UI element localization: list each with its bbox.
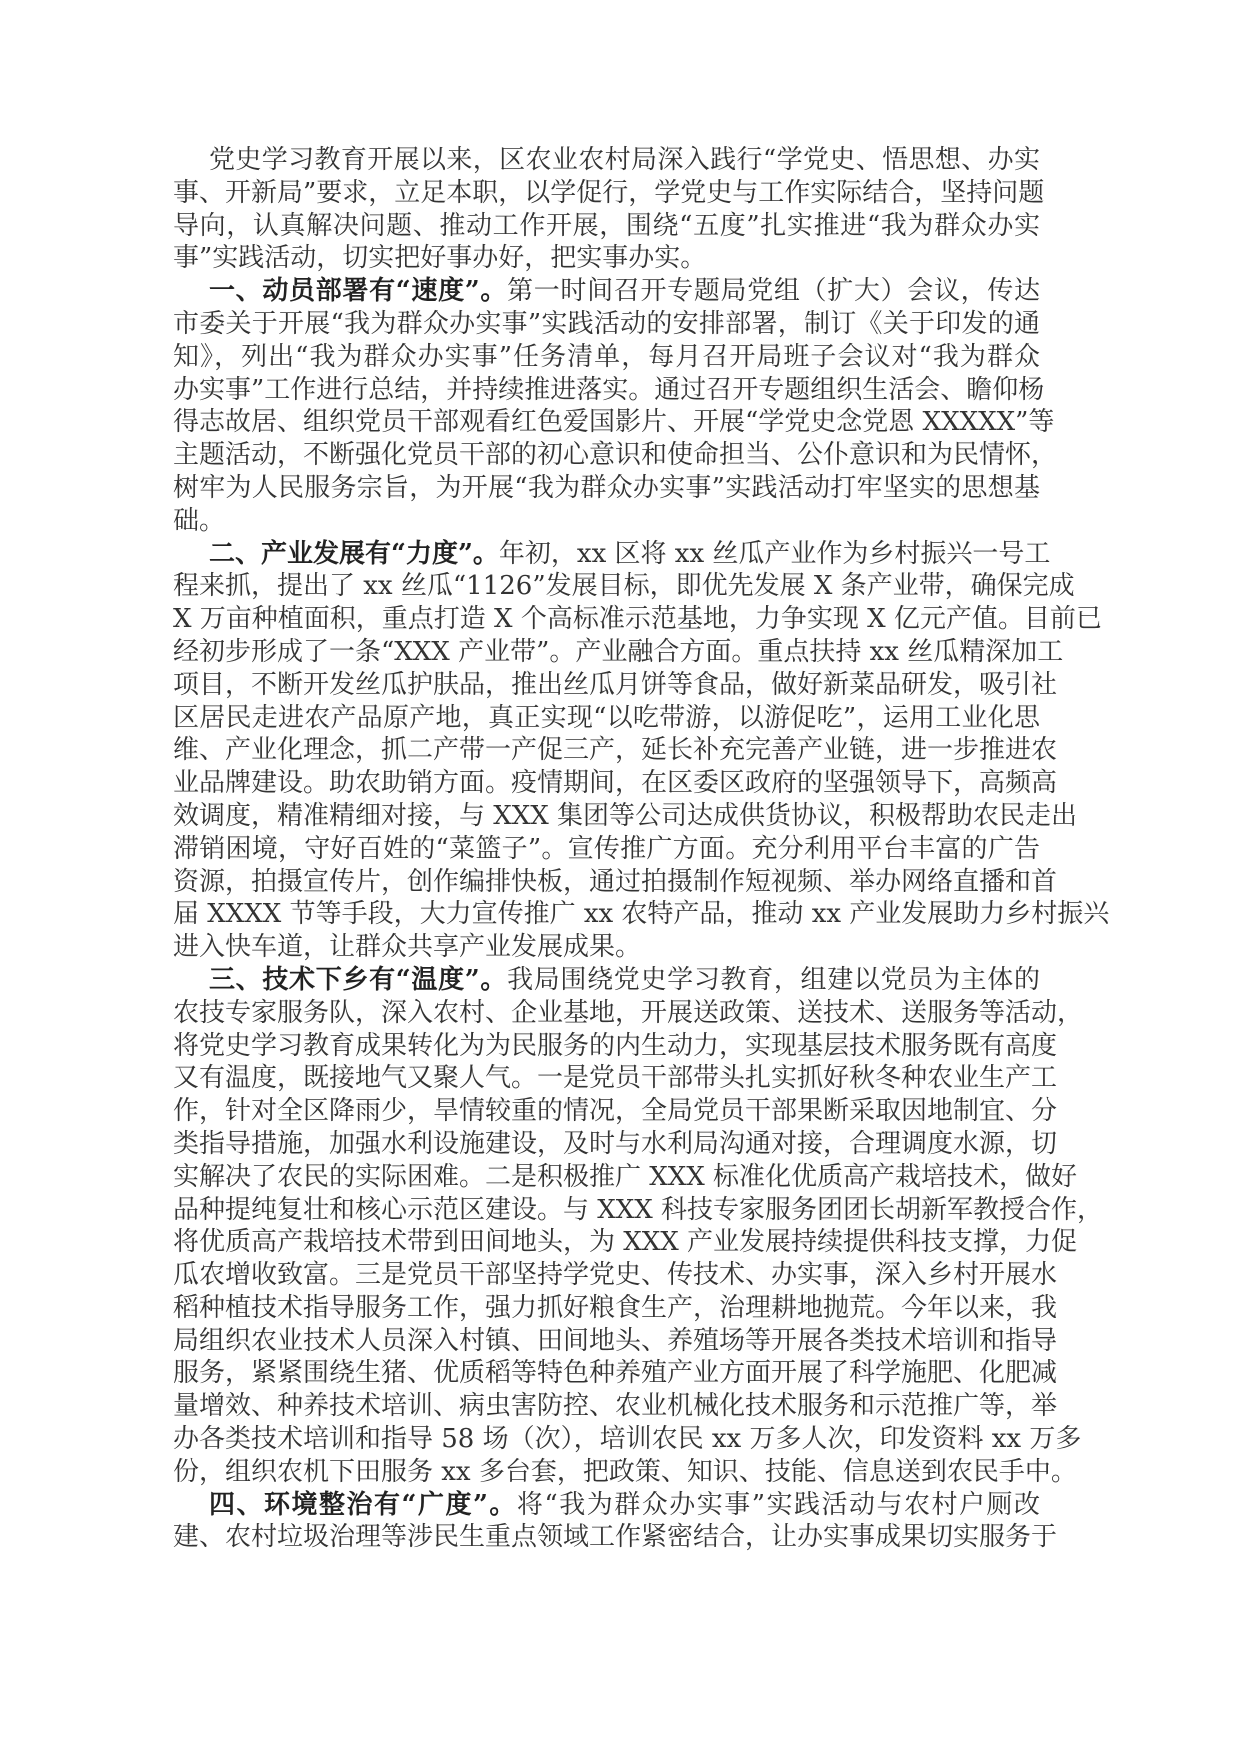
- text-line: [173, 1456, 1077, 1489]
- line-text: 年初，xx 区将 xx 丝瓜产业作为乡村振兴一号工: [498, 538, 1051, 569]
- line-text: 作，针对全区降雨少，旱情较重的情况，全局党员干部果断采取因地制宜、分: [173, 1096, 1058, 1127]
- line-text: 份，组织农机下田服务 xx 多台套，把政策、知识、技能、信息送到农民手中。: [173, 1456, 1077, 1487]
- line-text: 实解决了农民的实际困难。二是积极推广 XXX 标准化优质高产栽培技术，做好: [173, 1161, 1078, 1192]
- line-text: 事、开新局”要求，立足本职，以学促行，学党史与工作实际结合，坚持问题: [173, 177, 1045, 208]
- line-text: 类指导措施，加强水利设施建设，及时与水利局沟通对接，合理调度水源，切: [173, 1128, 1058, 1159]
- section-heading: 二、产业发展有“力度”。: [209, 538, 499, 569]
- text-line: [173, 439, 1058, 472]
- text-line: [173, 964, 1040, 997]
- text-line: [173, 636, 1064, 669]
- text-line: [173, 210, 1040, 243]
- line-text: 资源，拍摄宣传片，创作编排快板，通过拍摄制作短视频、举办网络直播和首: [173, 866, 1058, 897]
- text-line: [173, 767, 1058, 800]
- line-text: 导向，认真解决问题、推动工作开展，围绕“五度”扎实推进“我为群众办实: [173, 210, 1040, 241]
- section-heading: 三、技术下乡有“温度”。: [209, 964, 508, 995]
- line-text: 树牢为人民服务宗旨，为开展“我为群众办实事”实践活动打牢坚实的思想基: [173, 472, 1040, 503]
- text-line: [173, 177, 1045, 210]
- text-line: [173, 1226, 1078, 1259]
- line-text: 我局围绕党史学习教育，组建以党员为主体的: [507, 964, 1040, 995]
- line-text: 瓜农增收致富。三是党员干部坚持学党史、传技术、办实事，深入乡村开展水: [173, 1260, 1058, 1291]
- text-line: [173, 1521, 1058, 1554]
- section-paragraph: [173, 1489, 1058, 1555]
- section-paragraph: [173, 538, 1110, 964]
- line-text: 将优质高产栽培技术带到田间地头，为 XXX 产业发展持续提供科技支撑，力促: [173, 1227, 1078, 1258]
- line-text: 进入快车道，让群众共享产业发展成果。: [173, 932, 642, 963]
- text-line: [173, 1030, 1058, 1063]
- text-line: [173, 931, 1040, 964]
- line-text: 局组织农业技术人员深入村镇、田间地头、养殖场等开展各类技术培训和指导: [173, 1325, 1058, 1356]
- line-text: 效调度，精准精细对接，与 XXX 集团等公司达成供货协议，积极帮助农民走出: [173, 800, 1078, 831]
- line-text: 经初步形成了一条“XXX 产业带”。产业融合方面。重点扶持 xx 丝瓜精深加工: [173, 636, 1064, 667]
- text-line: [173, 1194, 1104, 1227]
- text-line: [173, 1325, 1058, 1358]
- line-text: 量增效、种养技术培训、病虫害防控、农业机械化技术服务和示范推广等，举: [173, 1391, 1058, 1422]
- line-text: 服务，紧紧围绕生猪、优质稻等特色种养殖产业方面开展了科学施肥、化肥减: [173, 1358, 1058, 1389]
- line-text: 党史学习教育开展以来，区农业农村局深入践行“学党史、悟思想、办实: [209, 145, 1040, 175]
- line-text: 稻种植技术指导服务工作，强力抓好粮食生产，治理耕地抛荒。今年以来，我: [173, 1292, 1058, 1323]
- line-text: 将党史学习教育成果转化为为民服务的内生动力，实现基层技术服务既有高度: [173, 1030, 1058, 1061]
- text-line: [173, 1390, 1058, 1423]
- line-text: 品种提纯复壮和核心示范区建设。与 XXX 科技专家服务团团长胡新军教授合作，: [173, 1194, 1104, 1225]
- line-text: 维、产业化理念，抓二产带一产促三产，延长补充完善产业链，进一步推进农: [173, 735, 1058, 766]
- text-line: [173, 1128, 1058, 1161]
- text-line: [173, 275, 1040, 308]
- text-line: [173, 1357, 1058, 1390]
- line-text: 农技专家服务队，深入农村、企业基地，开展送政策、送技术、送服务等活动，: [173, 997, 1084, 1028]
- text-line: [173, 1062, 1058, 1095]
- text-line: [173, 570, 1075, 603]
- line-text: 办各类技术培训和指导 58 场（次），培训农民 xx 万多人次，印发资料 xx 万多: [173, 1424, 1082, 1455]
- line-text: 办实事”工作进行总结，并持续推进落实。通过召开专题组织生活会、瞻仰杨: [173, 374, 1045, 405]
- text-line: [173, 505, 1040, 538]
- text-line: [173, 898, 1110, 931]
- line-text: 程来抓，提出了 xx 丝瓜“1126”发展目标，即优先发展 X 条产业带，确保完成: [173, 571, 1075, 602]
- line-text: 届 XXXX 节等手段，大力宣传推广 xx 农特产品，推动 xx 产业发展助力乡村振兴: [173, 899, 1110, 930]
- text-line: [173, 1259, 1058, 1292]
- section-heading: 四、环境整治有“广度”。: [209, 1489, 517, 1520]
- line-text: 又有温度，既接地气又聚人气。一是党员干部带头扎实抓好秋冬种农业生产工: [173, 1063, 1058, 1094]
- line-text: 础。: [173, 505, 226, 536]
- text-line: [173, 406, 1055, 439]
- line-text: 滞销困境，守好百姓的“菜篮子”。宣传推广方面。充分利用平台丰富的广告: [173, 833, 1040, 864]
- line-text: 主题活动，不断强化党员干部的初心意识和使命担当、公仆意识和为民情怀，: [173, 440, 1058, 471]
- text-line: [173, 866, 1058, 899]
- line-text: 将“我为群众办实事”实践活动与农村户厕改: [516, 1489, 1040, 1520]
- text-line: [173, 833, 1040, 866]
- text-line: [173, 242, 1040, 275]
- section-heading: 一、动员部署有“速度”。: [209, 276, 508, 307]
- text-line: [173, 1489, 1040, 1522]
- line-text: 业品牌建设。助农助销方面。疫情期间，在区委区政府的坚强领导下，高频高: [173, 768, 1058, 799]
- line-text: 得志故居、组织党员干部观看红色爱国影片、开展“学党史念党恩 XXXXX”等: [173, 407, 1055, 438]
- line-text: 知》，列出“我为群众办实事”任务清单，每月召开局班子会议对“我为群众: [173, 341, 1040, 372]
- text-line: [173, 341, 1040, 374]
- line-text: 项目，不断开发丝瓜护肤品，推出丝瓜月饼等食品，做好新菜品研发，吸引社: [173, 669, 1058, 700]
- text-line: [173, 1423, 1082, 1456]
- text-line: [173, 472, 1040, 505]
- text-line: [173, 308, 1040, 341]
- text-line: [173, 1161, 1078, 1194]
- line-text: 市委关于开展“我为群众办实事”实践活动的安排部署，制订《关于印发的通: [173, 308, 1040, 339]
- text-line: [173, 702, 1040, 735]
- text-line: [173, 603, 1102, 636]
- line-text: 第一时间召开专题局党组（扩大）会议，传达: [507, 276, 1040, 307]
- document-body: [173, 144, 1110, 1554]
- text-line: [173, 374, 1045, 407]
- text-line: [173, 144, 1040, 177]
- text-line: [173, 1095, 1058, 1128]
- section-paragraph: [173, 964, 1104, 1489]
- text-line: [173, 538, 1051, 571]
- line-text: 区居民走进农产品原产地，真正实现“以吃带游，以游促吃”，运用工业化思: [173, 702, 1040, 733]
- section-paragraph: [173, 275, 1058, 537]
- text-line: [173, 734, 1058, 767]
- intro-paragraph: [173, 144, 1045, 275]
- text-line: [173, 669, 1058, 702]
- text-line: [173, 997, 1084, 1030]
- text-line: [173, 1292, 1058, 1325]
- line-text: 建、农村垃圾治理等涉民生重点领域工作紧密结合，让办实事成果切实服务于: [173, 1522, 1058, 1553]
- text-line: [173, 800, 1078, 833]
- line-text: 事”实践活动，切实把好事办好，把实事办实。: [173, 243, 707, 274]
- line-text: X 万亩种植面积，重点打造 X 个高标准示范基地，力争实现 X 亿元产值。目前已: [173, 604, 1102, 635]
